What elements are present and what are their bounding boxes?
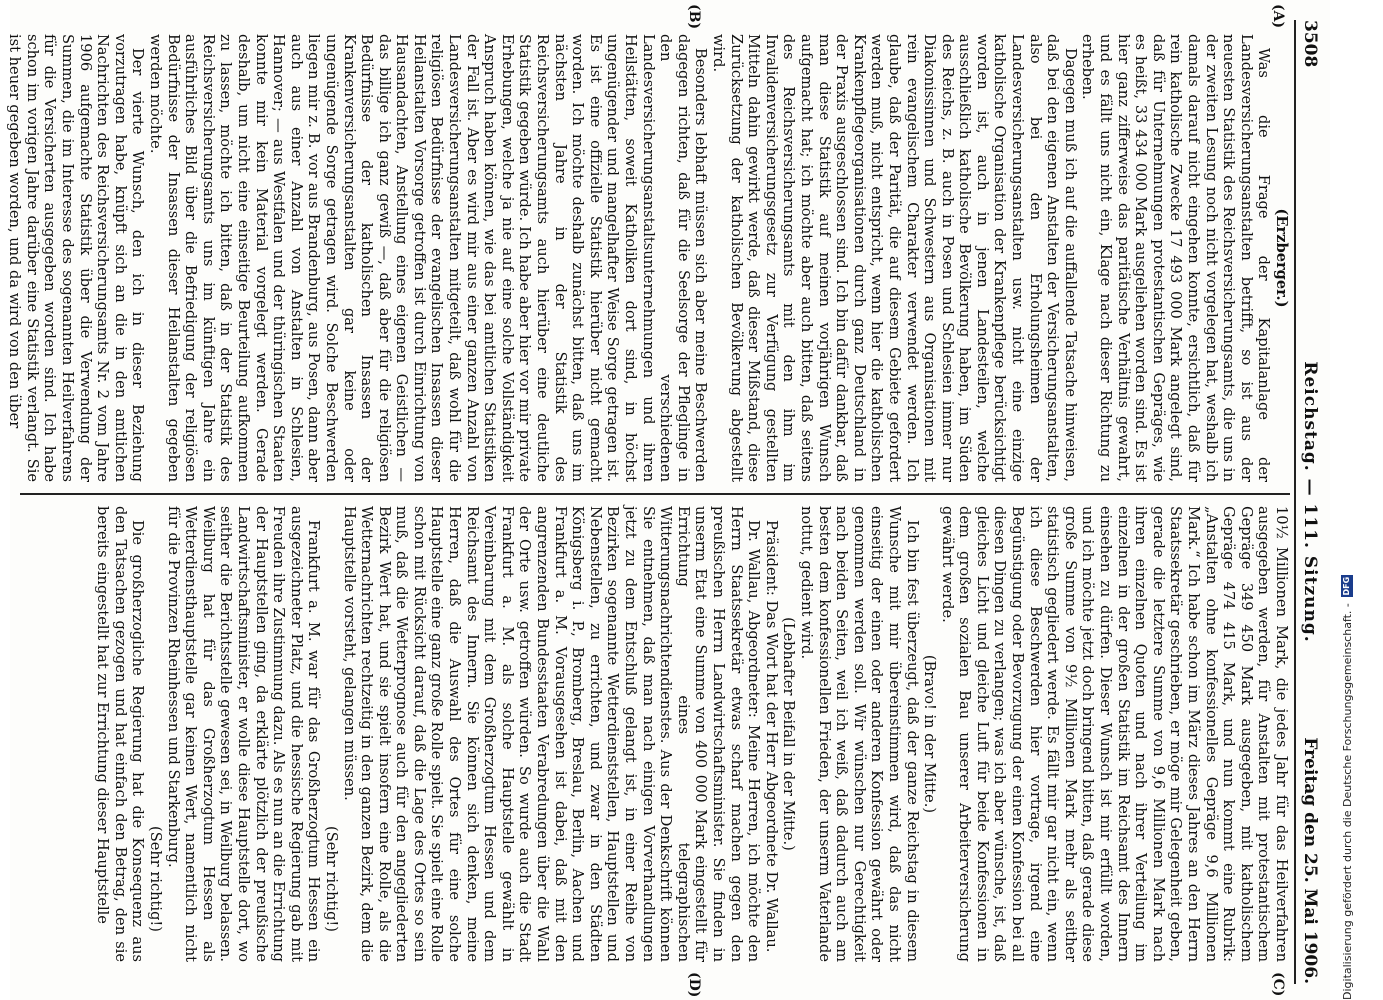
audience-reaction: (Sehr richtig!) bbox=[147, 826, 164, 932]
session-title: Reichstag. — 111. Sitzung. bbox=[1300, 361, 1320, 643]
rotated-document-page bbox=[6, 0, 1330, 1000]
left-text-column bbox=[6, 34, 1290, 482]
paragraph: Die großherzogliche Regierung hat die Konsequenz aus den Tatsachen gezogen und hat einfach den Betrag, den sie bereits eingestellt hat zur Errichtung dieser Hauptstelle bbox=[94, 506, 147, 962]
paragraph: Dr. Wallau, Abgeordneter: Meine Herren, ich möchte den Herrn Staatssekretär etwas scharf machen gegen den preußischen Herrn Landwirtschaftsminister. Sie finden in unserm Etat eine Summe von 400 000 Mark eingestellt für Errichtung eines telegraphischen Witterungsnachrichtendienstes. Aus der Denkschrift können Sie entnehmen, daß man nach einigen Vorverhandlungen jetzt zu dem Entschluß gelangt ist, in einer Reihe von Bezirken sogenannte Wetterdienststellen, Hauptstellen und Nebenstellen, zu errichten, und zwar in den Städten Königsberg i. P., Bromberg, Breslau, Berlin, Aachen und Frankfurt a. M. Vorausgesehen ist dabei, daß mit den angrenzenden Bundesstaaten Verabredungen über die Wahl der Orte usw. getroffen würden. So wurde auch die Stadt Frankfurt a. M. als solche Hauptstelle gewählt in Vereinbarung mit dem Großherzogtum Hessen und dem Reichsamt des Innern. Sie können sich denken, meine Herren, daß die Auswahl des Ortes für eine solche Hauptstelle eine ganz große Rolle spielt. Sie spielt eine Rolle schon mit Rücksicht darauf, daß die Lage des Ortes so sein muß, daß die Wetterprognose auch für den angegliederten Bezirk Wert hat, und sie spielt insofern eine Rolle, als die Wetternachrichten rechtzeitig in den ganzen Bezirk, dem die Hauptstelle vorsteht, gelangen müssen. bbox=[340, 506, 763, 962]
paragraph: Der vierte Wunsch, den ich in dieser Beziehung vorzutragen habe, knüpft sich an die in den amtlichen Nachrichten des Reichsversicherungsamts Nr. 2 vom Jahre 1906 aufgemachte Statistik über die Verwendung der Summen, die im Interesse des sogenannten Heilverfahrens für die Versicherten ausgegeben worden sind. Ich habe schon im vorigen Jahre darüber eine Statistik verlangt. Sie ist heuer gegeben worden, und da wird von den über bbox=[6, 34, 147, 482]
dfg-logo: DFG bbox=[1342, 576, 1351, 596]
page-header bbox=[1294, 20, 1322, 984]
audience-reaction: (Lebhafter Beifall in der Mitte.) bbox=[780, 617, 798, 851]
digitization-credit bbox=[1336, 20, 1358, 1000]
audience-reaction: (Bravo! in der Mitte.) bbox=[921, 654, 939, 814]
paragraph: 10½ Millionen Mark, die jedes Jahr für das Heilverfahren ausgegeben werden, für Anstalten mit protestantischem Gepräge 349 450 Mark ausgegeben, mit katholischem Gepräge 474 415 Mark, und nun kommt eine Rubrik: „Anstalten ohne konfessionelles Gepräge 9,6 Millionen Mark.“ Ich habe schon im März dieses Jahres an den Herrn Staatssekretär geschrieben, er möge mir Gelegenheit geben, gerade die letztere Summe von 9,6 Millionen Mark nach ihren einzelnen Quoten und nach ihrer Verteilung im einzelnen in der großen Statistik im Reichsamt des Innern einsehen zu dürfen. Dieser Wunsch ist mir erfüllt worden, und ich möchte jetzt doch bringend bitten, daß gerade diese große Summe von 9½ Millionen Mark mehr als seither statistisch gegliedert werde. Es fällt mir gar nicht ein, wenn ich diese Beschwerden hier vortrage, irgend eine Begünstigung oder Bevorzugung der einen Konfession bei all diesen Dingen zu verlangen; was ich aber wünsche, ist, daß gleiches Licht und gleiche Luft für beide Konfessionen in dem großen sozialen Bau unserer Arbeiterversicherung gewährt werde. bbox=[938, 506, 1290, 962]
audience-reaction: (Sehr richtig!) bbox=[322, 826, 340, 932]
paragraph: Dagegen muß ich auf die auffallende Tatsache hinweisen, daß bei den eigenen Anstalten der Versicherungsanstalten, also bei den Erholungsheimen der Landesversicherungsanstalten usw. nicht eine einzige katholische Organisation der Krankenpflege berücksichtigt worden ist, auch in jenen Landesteilen, welche ausschließlich katholische Bevölkerung haben, im Süden des Reichs, z. B. auch in Posen und Schlesien immer nur Diakonissinnen und Schwestern aus Organisationen mit rein evangelischem Charakter verwendet werden. Ich glaube, daß der Parität, die auf diesem Gebiete gefordert werden muß, nicht entspricht, wenn hier die katholischen Krankenpflegeorganisationen durch ganz Deutschland in der Praxis ausgeschlossen sind. Ich bin dafür dankbar, daß man diese Statistik auf meinen vorjährigen Wunsch aufgemacht hat; ich möchte aber auch bitten, daß seitens des Reichsversicherungsamts mit den ihm im Invalidenversicherungsgesetz zur Verfügung gestellten Mitteln dahin gewirkt werde, daß dieser Mißstand, diese Zurücksetzung der katholischen Bevölkerung abgestellt wird. bbox=[710, 34, 1079, 482]
margin-mark-d: (D) bbox=[686, 972, 702, 998]
paragraph: Frankfurt a. M. war für das Großherzogtum Hessen ein ausgezeichneter Platz, und die hessische Regierung gab mit Freuden ihre Zustimmung dazu. Als es nun an die Errichtung der Hauptstellen ging, da erklärte plötzlich der preußische Landwirtschaftsminister, er wolle diese Hauptstelle dort, wo seither die Berichtsstelle gewesen sei, in Weilburg belassen. Weilburg hat für das Großherzogtum Hessen als Wetterdiensthauptstelle gar keinen Wert, namentlich nicht für die Provinzen Rheinhessen und Starkenburg. bbox=[164, 506, 323, 962]
margin-mark-a: (A) bbox=[1270, 4, 1286, 29]
paragraph: Ich bin fest überzeugt, daß der ganze Reichstag in diesem Wunsche mit mir übereinstimmen wird, daß das nicht einseitig der einen oder anderen Konfession gewährt oder genommen werden soll. Wir wünschen nur Gerechtigkeit nach beiden Seiten, weil ich weiß, daß dadurch auch am besten dem konfessionellen Frieden, der unserm Vaterlande nottut, gedient wird. bbox=[797, 506, 921, 962]
right-text-column bbox=[20, 506, 1290, 962]
page-number: 3508 bbox=[1300, 20, 1320, 68]
paragraph: Präsident: Das Wort hat der Herr Abgeordnete Dr. Wallau. bbox=[762, 520, 780, 953]
margin-mark-c: (C) bbox=[1270, 972, 1286, 997]
digitization-credit-text: Digitalisierung gefördert durch die Deutsche Forschungsgemeinschaft. - bbox=[1340, 603, 1354, 1000]
speaker-label: (Erzberger.) bbox=[1273, 208, 1290, 308]
digitization-sidebar bbox=[1330, 0, 1383, 1000]
session-date: Freitag den 25. Mai 1906. bbox=[1300, 737, 1320, 984]
margin-mark-b: (B) bbox=[686, 4, 702, 30]
paragraph: Besonders lebhaft müssen sich aber meine Beschwerden dagegen richten, daß für die Seelsorge der Pfleglinge in den verschiedenen Landesversicherungsanstaltsunternehmungen und ihren Heilstätten, soweit Katholiken dort sind, in höchst ungenügender und mangelhafter Weise Sorge getragen ist. Es ist eine offizielle Statistik hierüber nicht gemacht worden. Ich möchte deshalb zunächst bitten, daß uns im nächsten Jahre in der Statistik des Reichsversicherungsamts auch hierüber eine deutliche Statistik gegeben würde. Ich habe aber hier vor mir private Erhebungen, welche ja nie auf eine solche Vollständigkeit Anspruch haben können, wie das bei amtlichen Statistiken der Fall ist. Aber es wird mir aus einer ganzen Anzahl von Landesversicherungsanstalten mitgeteilt, daß wohl für die religiösen Bedürfnisse der evangelischen Insassen dieser Heilanstalten Vorsorge getroffen ist durch Einrichtung von Hausandachten, Anstellung eines eigenen Geistlichen — das billige ich ganz gewiß —, daß aber für die religiösen Bedürfnisse der katholischen Insassen der Krankenversicherungsanstalten gar keine oder ungenügende Sorge getragen wird. Solche Beschwerden liegen mir z. B. vor aus Brandenburg, aus Posen, dann aber auch aus einer Anzahl von Anstalten in Schlesien, Hannover; — aus Westfalen und der thüringischen Staaten konnte mir kein Material vorgelegt werden. Gerade deshalb, um nicht eine einseitige Beurteilung aufkommen zu lassen, möchte ich bitten, daß in der Statistik des Reichsversicherungsamts uns im künftigen Jahre ein ausführliches Bild über die Befriedigung der religiösen Bedürfnisse der Insassen dieser Heilanstalten gegeben werden möchte. bbox=[147, 34, 710, 482]
column-divider bbox=[20, 493, 1290, 495]
paragraph: Was die Frage der Kapitalanlage der Landesversicherungsanstalten betrifft, so ist aus der neuesten Statistik des Reichsversicherungsamts, die uns in der zweiten Lesung noch nicht vorgelegen hat, weshalb ich damals darauf nicht eingehen konnte, ersichtlich, daß für rein katholische Zwecke 17 493 000 Mark angelegt sind, daß für Unternehmungen protestantischen Gepräges, wie es heißt, 33 434 000 Mark ausgeliehen worden sind. Es ist hier ganz zifferweise das paritätische Verhältnis gewahrt, und es fällt uns nicht ein, Klage nach dieser Richtung zu erheben. bbox=[1079, 34, 1273, 482]
